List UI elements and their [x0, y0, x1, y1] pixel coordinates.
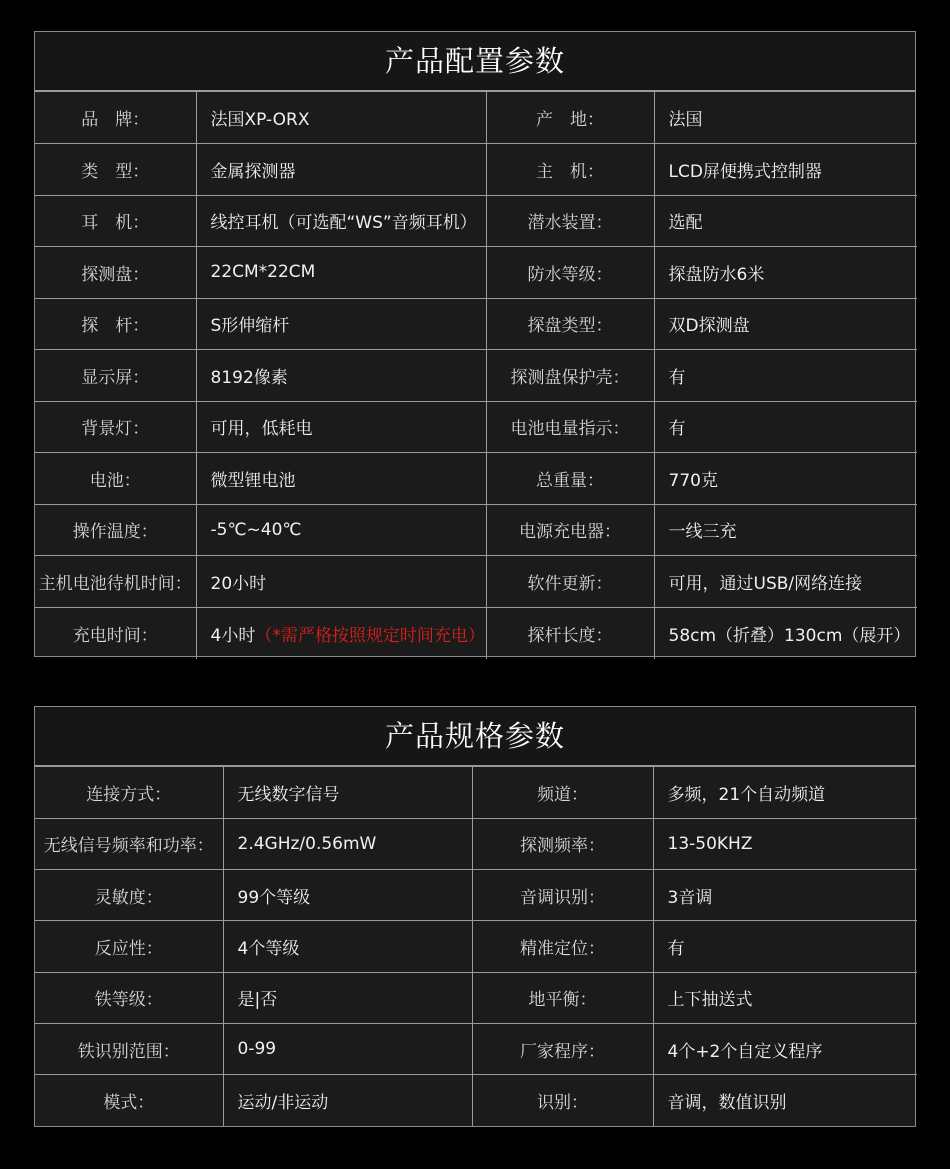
label-text: 显示屏： [81, 367, 150, 388]
value-text: 线控耳机（可选配“WS”音频耳机） [210, 213, 477, 234]
value-text: -5℃~40℃ [210, 519, 302, 540]
value-text: S形伸缩杆 [210, 316, 290, 337]
label-text: 模式： [103, 1093, 155, 1114]
param-label [35, 453, 196, 505]
param-value [654, 92, 917, 144]
value-text: 58cm（折叠）130cm（展开） [668, 625, 911, 646]
table-row [35, 298, 917, 350]
param-value [654, 453, 917, 505]
value-text: 99个等级 [237, 887, 311, 908]
param-label [486, 556, 654, 608]
value-text: LCD屏便携式控制器 [668, 161, 822, 182]
param-value [223, 870, 472, 921]
value-text: 金属探测器 [210, 161, 296, 182]
value-text: 法国XP-ORX [210, 110, 310, 130]
param-label [486, 350, 654, 402]
param-label [35, 92, 196, 144]
label-text: 连接方式： [86, 784, 172, 805]
table-row [35, 350, 917, 402]
label-text: 防水等级： [527, 264, 613, 285]
label-text: 软件更新： [527, 573, 613, 594]
table-row [35, 92, 917, 144]
value-text: 音调，数值识别 [667, 1093, 787, 1114]
table-row [35, 818, 917, 869]
table-row [35, 767, 917, 818]
table-row [35, 247, 917, 299]
param-label [486, 607, 654, 659]
value-text: 探盘防水6米 [668, 264, 765, 285]
param-value [654, 556, 917, 608]
label-text: 操作温度： [72, 522, 158, 543]
label-text: 电源充电器： [519, 522, 621, 543]
param-value [654, 247, 917, 299]
param-label [35, 504, 196, 556]
value-text: 4个等级 [237, 939, 300, 960]
param-label [35, 1023, 223, 1074]
param-value [196, 556, 486, 608]
param-label [35, 870, 223, 921]
param-label [35, 401, 196, 453]
table-row [35, 401, 917, 453]
param-value [653, 1075, 917, 1126]
param-value [196, 195, 486, 247]
label-text: 探 杆： [81, 316, 150, 337]
value-text: 一线三充 [668, 522, 737, 543]
value-text: 双D探测盘 [668, 316, 750, 337]
param-value [223, 767, 472, 818]
table-row [35, 921, 917, 972]
table-row [35, 870, 917, 921]
param-label [472, 870, 653, 921]
label-text: 反应性： [94, 939, 163, 960]
value-text: 可用，通过USB/网络连接 [668, 573, 863, 594]
value-text: 法国 [668, 110, 703, 130]
param-value [653, 767, 917, 818]
param-value [653, 921, 917, 972]
label-text: 潜水装置： [527, 213, 613, 234]
table-row [35, 195, 917, 247]
param-value [653, 870, 917, 921]
label-text: 音调识别： [520, 887, 605, 908]
value-text: 无线数字信号 [237, 784, 340, 805]
value-text: 4个+2个自定义程序 [667, 1041, 823, 1062]
param-value [223, 1023, 472, 1074]
param-value [223, 1075, 472, 1126]
param-label [486, 453, 654, 505]
param-label [35, 298, 196, 350]
param-value [196, 401, 486, 453]
label-text: 铁识别范围： [77, 1041, 180, 1062]
param-label [486, 504, 654, 556]
param-value [223, 818, 472, 869]
value-text: 有 [668, 419, 686, 440]
value-text: 0-99 [237, 1039, 277, 1060]
value-text: 上下抽送式 [667, 990, 753, 1011]
param-value [223, 972, 472, 1023]
param-label [35, 972, 223, 1023]
config-table [35, 92, 917, 659]
param-label [35, 767, 223, 818]
label-text: 产 地： [536, 110, 604, 130]
param-label [486, 92, 654, 144]
param-label [35, 818, 223, 869]
param-label [486, 144, 654, 196]
label-text: 电池电量指示： [510, 419, 630, 440]
label-text: 总重量： [536, 470, 604, 491]
param-value [654, 607, 917, 659]
param-value [196, 350, 486, 402]
param-label [472, 818, 653, 869]
value-text: 可用，低耗电 [210, 419, 313, 440]
param-label [472, 1023, 653, 1074]
param-label [35, 921, 223, 972]
value-text: 2.4GHz/0.56mW [237, 833, 377, 854]
param-label [486, 195, 654, 247]
param-value [653, 818, 917, 869]
value-text: 4小时 [210, 625, 256, 646]
value-text: 有 [668, 367, 686, 388]
param-label [35, 556, 196, 608]
param-label [35, 350, 196, 402]
param-label [472, 921, 653, 972]
label-text: 探测频率： [520, 836, 605, 857]
value-text: 20小时 [210, 573, 267, 594]
param-label [35, 607, 196, 659]
param-label [472, 1075, 653, 1126]
spec-table [35, 767, 917, 1126]
spec-title: 产品规格参数 [35, 707, 915, 767]
value-text: 22CM*22CM [210, 262, 316, 283]
config-title: 产品配置参数 [35, 32, 915, 92]
label-text: 地平衡： [528, 990, 597, 1011]
param-value [653, 972, 917, 1023]
param-label [486, 401, 654, 453]
param-value [196, 298, 486, 350]
label-text: 探测盘保护壳： [510, 367, 630, 388]
param-value [196, 92, 486, 144]
table-row [35, 1075, 917, 1126]
label-text: 充电时间： [72, 625, 158, 646]
label-text: 精准定位： [520, 939, 605, 960]
label-text: 电池： [89, 470, 141, 491]
param-value [654, 144, 917, 196]
table-row [35, 1023, 917, 1074]
config-panel [34, 31, 916, 657]
value-text: 多频，21个自动频道 [667, 784, 826, 805]
label-text: 探盘类型： [527, 316, 613, 337]
label-text: 主 机： [536, 161, 604, 182]
label-text: 灵敏度： [94, 887, 163, 908]
table-row [35, 504, 917, 556]
label-text: 识别： [537, 1093, 588, 1114]
label-text: 耳 机： [81, 213, 150, 234]
param-value [654, 298, 917, 350]
value-text: 微型锂电池 [210, 470, 296, 491]
label-text: 频道： [537, 784, 588, 805]
param-value [654, 401, 917, 453]
value-text: 8192像素 [210, 367, 288, 388]
label-text: 背景灯： [81, 419, 150, 440]
param-value [196, 504, 486, 556]
param-label [35, 195, 196, 247]
label-text: 无线信号频率和功率： [43, 836, 214, 857]
param-value [196, 247, 486, 299]
value-text: 是|否 [237, 990, 278, 1011]
param-value [223, 921, 472, 972]
param-label [35, 1075, 223, 1126]
value-text: 选配 [668, 213, 703, 234]
label-text: 类 型： [81, 161, 150, 182]
charge-warning-note: （*需严格按照规定时间充电） [255, 625, 485, 646]
value-text: 3音调 [667, 887, 713, 908]
label-text: 探测盘： [81, 264, 150, 285]
param-value [653, 1023, 917, 1074]
table-row [35, 556, 917, 608]
param-label [35, 247, 196, 299]
param-label [472, 972, 653, 1023]
param-label [35, 144, 196, 196]
table-row [35, 453, 917, 505]
label-text: 探杆长度： [527, 625, 613, 646]
param-label [486, 298, 654, 350]
param-value [196, 453, 486, 505]
param-label [486, 247, 654, 299]
label-text: 厂家程序： [520, 1041, 605, 1062]
param-value [196, 607, 486, 659]
label-text: 主机电池待机时间： [38, 573, 192, 594]
table-row [35, 607, 917, 659]
value-text: 运动/非运动 [237, 1093, 329, 1114]
table-row [35, 144, 917, 196]
value-text: 770克 [668, 470, 718, 491]
param-value [196, 144, 486, 196]
param-value [654, 195, 917, 247]
table-row [35, 972, 917, 1023]
spec-panel [34, 706, 916, 1127]
param-label [472, 767, 653, 818]
label-text: 品 牌： [81, 110, 150, 130]
param-value [654, 350, 917, 402]
param-value [654, 504, 917, 556]
value-text: 有 [667, 939, 685, 960]
label-text: 铁等级： [94, 990, 163, 1011]
value-text: 13-50KHZ [667, 833, 753, 854]
